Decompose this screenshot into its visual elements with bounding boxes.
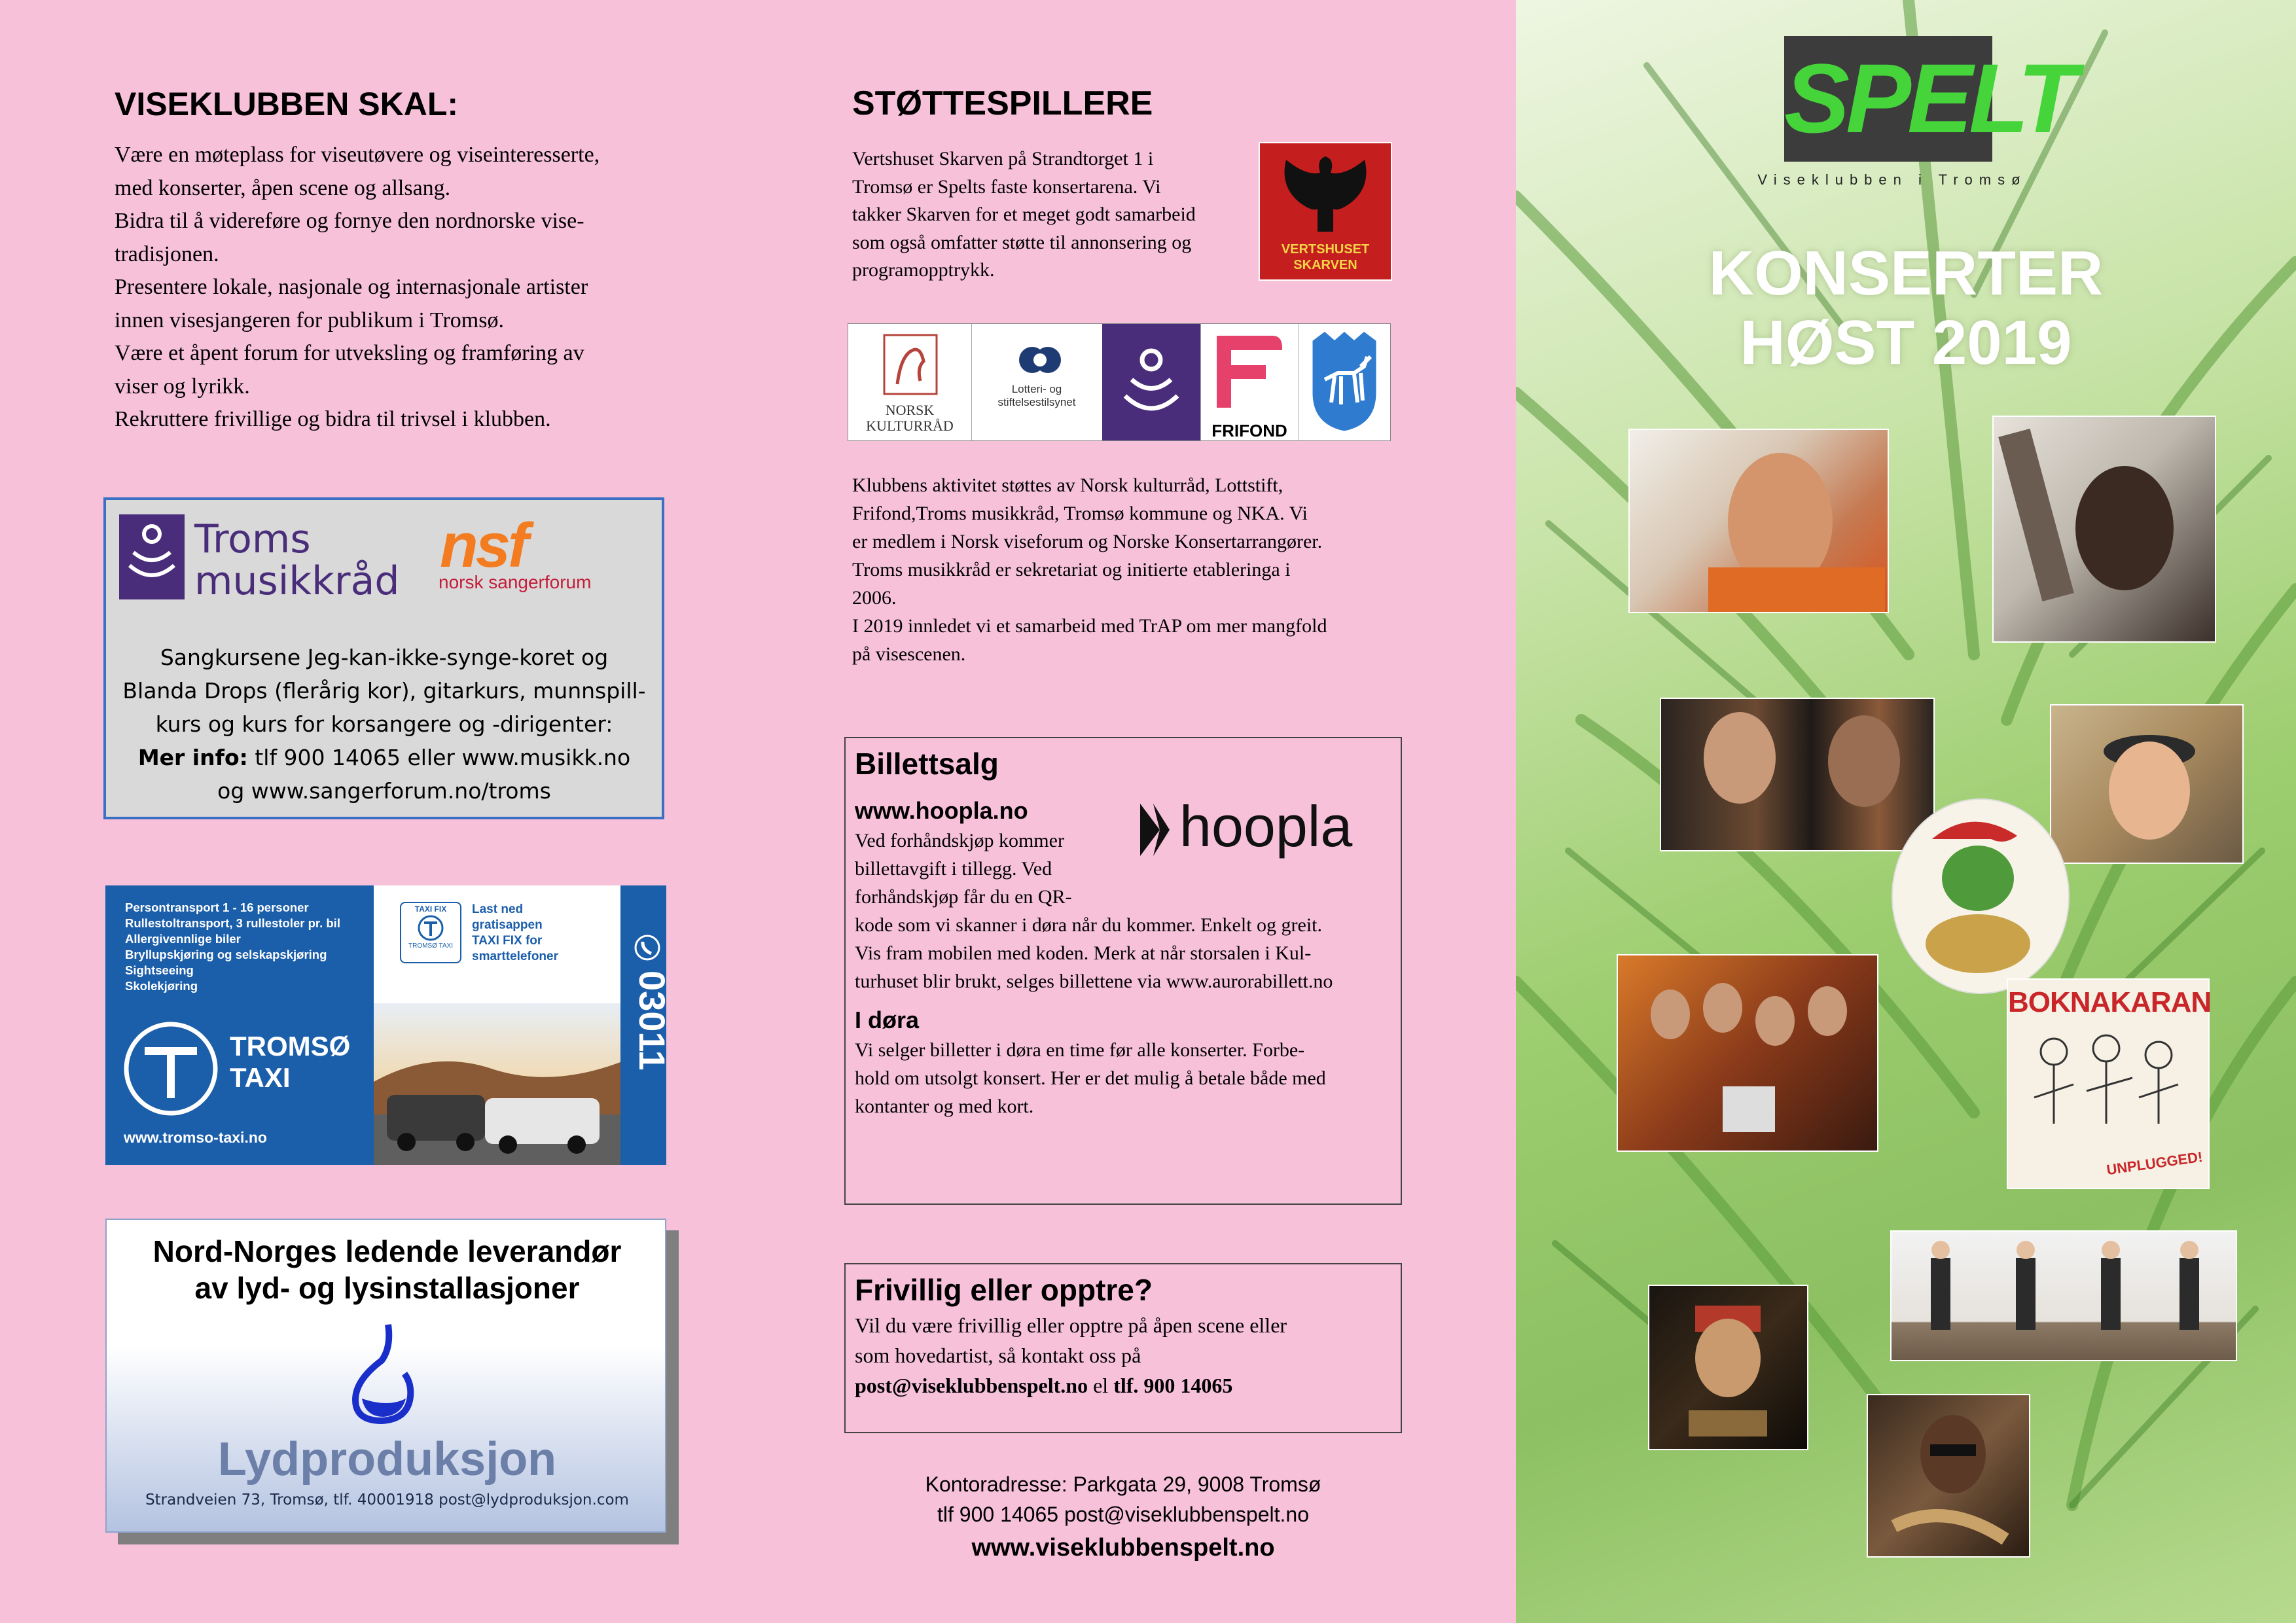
lyd-address: Strandveien 73, Tromsø, tlf. 40001918 post@lydproduksjon.com (145, 1491, 629, 1508)
st-line: programopptrykk. (852, 259, 995, 281)
tm-name-line2: musikkråd (194, 558, 400, 604)
stottespillere-heading: STØTTESPILLERE (852, 84, 1153, 122)
hoopla-text (855, 827, 1398, 995)
artist-photo (1867, 1394, 2030, 1558)
lotteri-label (971, 383, 1102, 409)
frivillig-contact (855, 1370, 1287, 1400)
tromso-taxi-ad (105, 885, 673, 1165)
taxi-fix-badge-top: TAXI FIX (414, 904, 447, 914)
billettsalg-box (844, 737, 1402, 1205)
viseklubben-goals (115, 139, 664, 437)
artist-photo (1890, 1230, 2237, 1361)
taxi-fix-badge-bottom: TROMSØ TAXI (408, 942, 453, 950)
hoopla-line: forhåndskjøp får du en QR- (855, 886, 1072, 908)
taxi-brand-line2: TAXI (230, 1062, 291, 1093)
frivillig-phone: tlf. 900 14065 (1113, 1374, 1233, 1397)
spelt-logo (1784, 36, 2074, 162)
klubb-line: Frifond,Troms musikkråd, Tromsø kommune og NKA. Vi (852, 503, 1308, 524)
frivillig-box (844, 1263, 1402, 1433)
vertshuset-skarven-logo (1259, 142, 1392, 281)
goal-line: tradisjonen. (115, 241, 219, 266)
lyd-title-line1: Nord-Norges ledende leverandør (152, 1234, 622, 1268)
lyd-title-line2: av lyd- og lysinstallasjoner (194, 1271, 580, 1305)
norsk-kulturrad-logo (848, 324, 972, 440)
contact-footer (844, 1469, 1402, 1566)
skarven-line1: VERTSHUSET (1281, 242, 1370, 257)
taxi-service: Persontransport 1 - 16 personer (125, 901, 309, 914)
phone-icon (634, 931, 660, 964)
lotteritilsynet-logo (971, 324, 1103, 440)
frifond-label: FRIFOND (1211, 421, 1287, 440)
lyd-company-name: Lydproduksjon (217, 1433, 557, 1486)
goal-line: Være en møteplass for viseutøvere og viseinteresserte, (115, 143, 600, 167)
lotteri-line1: Lotteri- og (1011, 383, 1062, 395)
tromso-kommune-logo (1299, 324, 1390, 440)
troms-musikkrad-ad (103, 497, 664, 819)
door-line: Vi selger billetter i døra en time før alle konserter. Forbe- (855, 1039, 1305, 1061)
st-line: som også omfatter støtte til annonsering og (852, 231, 1192, 253)
kulturrad-emblem-icon (881, 332, 940, 397)
taxi-service: Skolekjøring (125, 979, 198, 993)
contact-phone-email: tlf 900 14065 post@viseklubbenspelt.no (937, 1503, 1309, 1526)
artist-photo (1648, 1285, 1808, 1450)
frivillig-title: Frivillig eller opptre? (855, 1273, 1153, 1307)
lotteri-circles-icon (1014, 344, 1066, 376)
lydproduksjon-ad (105, 1219, 666, 1533)
artist-portrait-icon (1868, 1395, 2029, 1556)
cover-title-line2: HØST 2019 (1740, 308, 2072, 378)
artist-portrait-icon (1649, 1286, 1807, 1449)
taxi-service: Sightseeing (125, 963, 194, 977)
frivillig-or: el (1088, 1374, 1114, 1397)
st-line: takker Skarven for et meget godt samarbeid (852, 204, 1196, 225)
goal-line: Være et åpent forum for utveksling og framføring av (115, 341, 584, 365)
band-sketch-icon (2021, 1026, 2195, 1156)
goal-line: viser og lyrikk. (115, 374, 250, 399)
hoopla-link[interactable]: www.hoopla.no (855, 797, 1028, 824)
hoopla-wordmark: hoopla (1179, 794, 1353, 859)
grinch-icon (1893, 800, 2068, 993)
hoopla-line: billettavgift i tillegg. Ved (855, 858, 1052, 880)
troms-musikkrad-logo-icon (119, 514, 185, 599)
office-address: Kontoradresse: Parkgata 29, 9008 Tromsø (925, 1472, 1321, 1496)
door-sales-text (855, 1036, 1398, 1120)
taxi-phone: 03011 (632, 971, 673, 1071)
artist-portrait-icon (1630, 430, 1888, 612)
taxi-website: www.tromso-taxi.no (124, 1129, 267, 1146)
hoopla-line: Ved forhåndskjøp kommer (855, 830, 1064, 851)
artist-photo (1992, 416, 2216, 643)
taxi-t-logo-icon (122, 1020, 220, 1118)
boknakaran-poster (2007, 978, 2210, 1189)
kulturrad-label (848, 402, 971, 434)
app-line: TAXI FIX for (472, 934, 543, 948)
frivillig-line: som hovedartist, så kontakt oss på (855, 1344, 1141, 1367)
kulturrad-line1: NORSK (885, 402, 935, 418)
app-line: Last ned (472, 902, 524, 916)
unplugged-label: UNPLUGGED! (2105, 1148, 2204, 1179)
water-drop-icon (342, 1321, 421, 1426)
taxi-cars-photo (374, 1003, 620, 1165)
cormorant-icon (1273, 150, 1378, 238)
door-line: hold om utsolgt konsert. Her er det mulig å betale både med (855, 1067, 1326, 1089)
goal-line: Bidra til å videreføre og fornye den nordnorske vise- (115, 209, 584, 233)
app-line: smarttelefoner (472, 950, 558, 963)
goal-line: med konserter, åpen scene og allsang. (115, 175, 451, 200)
website-link[interactable]: www.viseklubbenspelt.no (971, 1534, 1275, 1561)
grinch-illustration (1892, 798, 2070, 994)
klubb-line: Klubbens aktivitet støttes av Norsk kulturråd, Lottstift, (852, 474, 1283, 496)
frifond-f-icon (1210, 329, 1289, 414)
troms-ad-line: Sangkursene Jeg-kan-ikke-synge-koret og (160, 645, 609, 670)
frifond-logo (1200, 324, 1299, 440)
st-line: Tromsø er Spelts faste konsertarena. Vi (852, 175, 1161, 198)
troms-musikkrad-small-logo (1102, 324, 1201, 440)
lotteri-line2: stiftelsestilsynet (997, 396, 1076, 408)
taxi-brand-line1: TROMSØ (230, 1031, 351, 1061)
klubb-line: I 2019 innledet vi et samarbeid med TrAP om mer mangfold (852, 615, 1327, 637)
st-line: Vertshuset Skarven på Strandtorget 1 i (852, 148, 1154, 169)
info-contact: tlf 900 14065 eller www.musikk.no (247, 745, 631, 770)
cover-panel (1516, 0, 2296, 1623)
artist-photo (1628, 429, 1889, 613)
frivillig-line: Vil du være frivillig eller opptre på åpen scene eller (855, 1313, 1287, 1337)
viseklubben-heading: VISEKLUBBEN SKAL: (115, 86, 459, 122)
kulturrad-line2: KULTURRÅD (866, 418, 954, 434)
skarven-label (1263, 241, 1388, 273)
taxi-service: Rullestoltransport, 3 rullestoler pr. bil (125, 916, 340, 930)
frivillig-email[interactable]: post@viseklubbenspelt.no (855, 1374, 1088, 1397)
cover-title-line1: KONSERTER (1708, 238, 2104, 308)
goal-line: Presentere lokale, nasjonale og internasjonale artister (115, 275, 588, 299)
taxi-services (125, 900, 340, 994)
boknakaran-title: BOKNAKARAN (2008, 986, 2212, 1018)
taxi-brand (230, 1031, 350, 1094)
taxi-photo-panel (374, 885, 620, 1165)
goal-line: innen visesjangeren for publikum i Tromsø. (115, 308, 504, 332)
taxi-fix-badge (400, 902, 461, 963)
band-group-icon (1618, 955, 1877, 1150)
frivillig-text (855, 1310, 1287, 1400)
spelt-subtitle: Viseklubben i Tromsø (1757, 171, 2027, 188)
billettsalg-title: Billettsalg (855, 747, 999, 781)
stottespillere-text (852, 145, 1245, 285)
klubb-line: 2006. (852, 587, 897, 609)
tm-name-line1: Troms (194, 516, 311, 562)
klubb-line: er medlem i Norsk viseforum og Norske Konsertarrangører. (852, 531, 1323, 552)
nsf-logo: nsf (440, 510, 526, 580)
goal-line: Rekruttere frivillige og bidra til trivsel i klubben. (115, 407, 551, 431)
spelt-wordmark: SPELT (1784, 43, 2074, 153)
troms-ad-text (106, 641, 662, 808)
taxi-t-small-icon (418, 915, 444, 941)
reindeer-coat-of-arms-icon (1305, 327, 1384, 435)
cover-title (1516, 239, 2296, 378)
taxi-service: Allergivennlige biler (125, 932, 241, 946)
troms-ad-line: kurs og kurs for korsangere og -dirigenter: (155, 711, 613, 737)
troms-ad-line: Blanda Drops (flerårig kor), gitarkurs, munnspill- (122, 678, 646, 704)
door-line: kontanter og med kort. (855, 1096, 1034, 1117)
taxi-app-text (472, 902, 558, 965)
sponsor-logos (848, 323, 1391, 441)
klubb-support-text (852, 471, 1428, 668)
hoopla-line: turhuset blir brukt, selges billettene via www.aurorabillett.no (855, 971, 1333, 992)
artist-photo (1617, 954, 1878, 1152)
app-line: gratisappen (472, 918, 543, 932)
artist-photo (2050, 704, 2244, 864)
hoopla-line: Vis fram mobilen med koden. Merk at når storsalen i Kul- (855, 942, 1312, 964)
musikkrad-waves-icon (1119, 337, 1184, 429)
door-sales-title: I døra (855, 1007, 920, 1033)
troms-ad-info-line2: og www.sangerforum.no/troms (217, 778, 551, 804)
klubb-line: på visescenen. (852, 643, 966, 665)
skarven-line2: SKARVEN (1293, 258, 1357, 272)
nsf-subtitle: norsk sangerforum (439, 572, 592, 592)
lyd-ad-title (107, 1233, 668, 1306)
hoopla-line: kode som vi skanner i døra når du kommer. Enkelt og greit. (855, 914, 1323, 936)
troms-musikkrad-name (194, 518, 399, 602)
info-label: Mer info: (137, 745, 248, 770)
troms-ad-info (106, 741, 662, 774)
klubb-line: Troms musikkråd er sekretariat og initierte etableringa i (852, 559, 1291, 580)
band-quartet-icon (1892, 1232, 2236, 1360)
artist-portrait-icon (2051, 705, 2242, 863)
artist-portrait-icon (1994, 417, 2215, 641)
taxi-service: Bryllupskjøring og selskapskjøring (125, 948, 327, 961)
